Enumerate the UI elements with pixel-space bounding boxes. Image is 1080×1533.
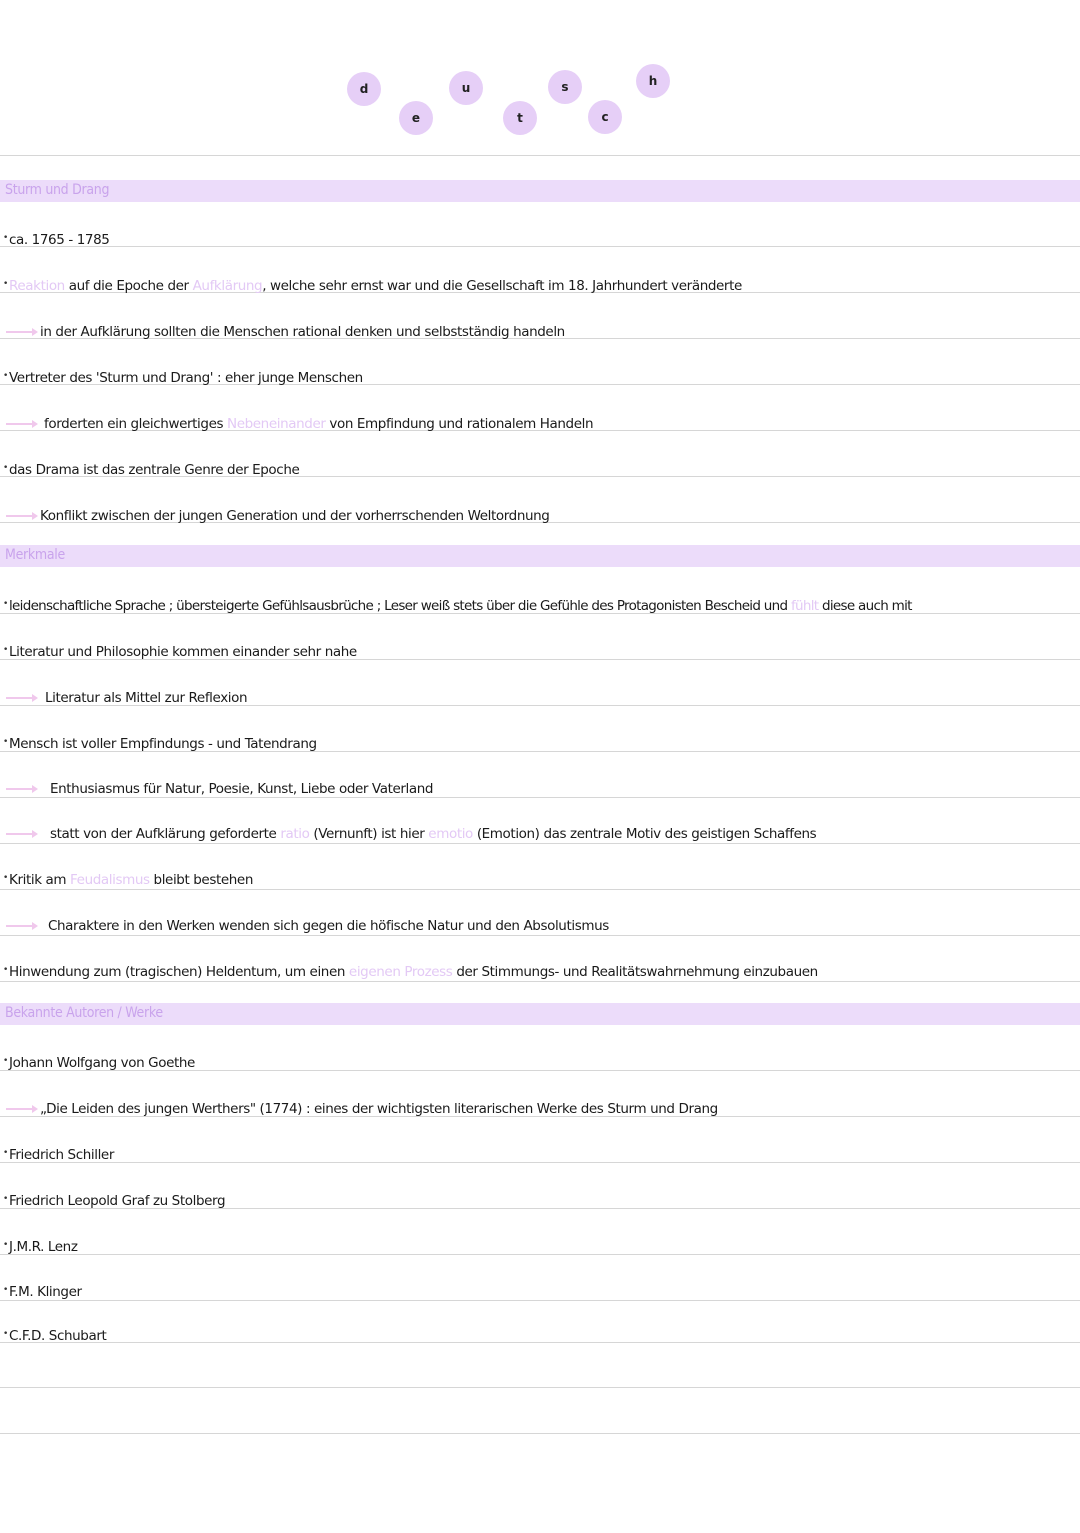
note-line <box>0 1051 1080 1077</box>
bullet-dot: • <box>3 873 8 883</box>
note-text: Kritik am Feudalismus bleibt bestehen <box>9 872 253 888</box>
note-text: ca. 1765 - 1785 <box>9 232 110 248</box>
bullet-dot: • <box>3 737 8 747</box>
note-text: leidenschaftliche Sprache ; übersteigerte Gefühlsausbrüche ; Leser weiß stets über die Gefühle des Protagonisten Bescheid und fühlt diese auch mit <box>9 598 912 614</box>
title-letter-h: h <box>636 64 670 98</box>
note-text: Charaktere in den Werken wenden sich gegen die höfische Natur und den Absolutismus <box>48 918 609 934</box>
note-line <box>0 1143 1080 1169</box>
note-line <box>0 1189 1080 1215</box>
note-line <box>0 412 1080 438</box>
note-line <box>0 1324 1080 1350</box>
note-line <box>0 914 1080 940</box>
note-text: Literatur als Mittel zur Reflexion <box>45 690 248 706</box>
note-text: Hinwendung zum (tragischen) Heldentum, um einen eigenen Prozess der Stimmungs- und Realitätswahrnehmung einzubauen <box>9 964 818 980</box>
note-text: Konflikt zwischen der jungen Generation und der vorherrschenden Weltordnung <box>40 508 550 524</box>
bullet-dot: • <box>3 1056 8 1066</box>
note-line <box>0 228 1080 254</box>
title-letter-u: u <box>449 71 483 105</box>
note-text: Vertreter des 'Sturm und Drang' : eher junge Menschen <box>9 370 363 386</box>
highlighted-term: ratio <box>280 826 310 842</box>
section-title: Bekannte Autoren / Werke <box>5 1005 163 1021</box>
highlighted-term: Reaktion <box>9 278 65 294</box>
arrow-icon <box>6 331 36 333</box>
bullet-dot: • <box>3 233 8 243</box>
highlighted-term: Aufklärung <box>192 278 263 294</box>
note-text: J.M.R. Lenz <box>9 1239 78 1255</box>
bullet-dot: • <box>3 965 8 975</box>
bullet-dot: • <box>3 1148 8 1158</box>
arrow-icon <box>6 697 36 699</box>
title-letter-e: e <box>399 101 433 135</box>
note-text: Enthusiasmus für Natur, Poesie, Kunst, Liebe oder Vaterland <box>50 781 434 797</box>
arrow-icon <box>6 833 36 835</box>
title-letter-d: d <box>347 72 381 106</box>
note-line <box>0 274 1080 300</box>
note-line <box>0 822 1080 848</box>
bullet-dot: • <box>3 463 8 473</box>
note-text: forderten ein gleichwertiges Nebeneinander von Empfindung und rationalem Handeln <box>44 416 594 432</box>
highlighted-term: fühlt <box>790 598 819 614</box>
bullet-dot: • <box>3 279 8 289</box>
section-title: Sturm und Drang <box>5 182 110 198</box>
bullet-dot: • <box>3 371 8 381</box>
bullet-dot: • <box>3 599 8 609</box>
bullet-dot: • <box>3 645 8 655</box>
section-header-merkmale <box>0 545 1080 567</box>
arrow-icon <box>6 788 36 790</box>
note-line <box>0 458 1080 484</box>
note-line <box>0 1097 1080 1123</box>
note-text: statt von der Aufklärung geforderte ratio (Vernunft) ist hier emotio (Emotion) das zentrale Motiv des geistigen Schaffens <box>50 826 817 842</box>
note-line <box>0 960 1080 986</box>
note-line <box>0 504 1080 530</box>
bullet-dot: • <box>3 1329 8 1339</box>
title-letter-s: s <box>548 70 582 104</box>
section-title: Merkmale <box>5 547 65 563</box>
note-text: das Drama ist das zentrale Genre der Epoche <box>9 462 300 478</box>
highlighted-term: Feudalismus <box>70 872 150 888</box>
note-line <box>0 594 1080 620</box>
bullet-dot: • <box>3 1285 8 1295</box>
title-letter-c: c <box>588 100 622 134</box>
note-line <box>0 1280 1080 1306</box>
arrow-icon <box>6 423 36 425</box>
note-line <box>0 366 1080 392</box>
note-text: „Die Leiden des jungen Werthers" (1774) : eines der wichtigsten literarischen Werke des Sturm und Drang <box>40 1101 718 1117</box>
note-text: Friedrich Leopold Graf zu Stolberg <box>9 1193 226 1209</box>
note-line <box>0 777 1080 803</box>
section-header-sturm-und-drang <box>0 180 1080 202</box>
note-text: Friedrich Schiller <box>9 1147 114 1163</box>
note-text: Mensch ist voller Empfindungs - und Tatendrang <box>9 736 317 752</box>
note-text: Literatur und Philosophie kommen einander sehr nahe <box>9 644 357 660</box>
note-line <box>0 732 1080 758</box>
note-text: C.F.D. Schubart <box>9 1328 107 1344</box>
title-letter-t: t <box>503 101 537 135</box>
note-text: in der Aufklärung sollten die Menschen rational denken und selbstständig handeln <box>40 324 565 340</box>
note-text: Reaktion auf die Epoche der Aufklärung, welche sehr ernst war und die Gesellschaft im 18. Jahrhundert veränderte <box>9 278 742 294</box>
note-text: Johann Wolfgang von Goethe <box>9 1055 195 1071</box>
section-header-bekannte-autoren <box>0 1003 1080 1025</box>
note-text: F.M. Klinger <box>9 1284 82 1300</box>
arrow-icon <box>6 515 36 517</box>
highlighted-term: Nebeneinander <box>227 416 326 432</box>
highlighted-term: eigenen Prozess <box>348 964 453 980</box>
note-line <box>0 686 1080 712</box>
ruled-line <box>0 1433 1080 1434</box>
bullet-dot: • <box>3 1194 8 1204</box>
bullet-dot: • <box>3 1240 8 1250</box>
note-line <box>0 320 1080 346</box>
note-line <box>0 868 1080 894</box>
ruled-line <box>0 155 1080 156</box>
ruled-line <box>0 1387 1080 1388</box>
note-line <box>0 1235 1080 1261</box>
arrow-icon <box>6 1108 36 1110</box>
highlighted-term: emotio <box>428 826 473 842</box>
arrow-icon <box>6 925 36 927</box>
note-line <box>0 640 1080 666</box>
